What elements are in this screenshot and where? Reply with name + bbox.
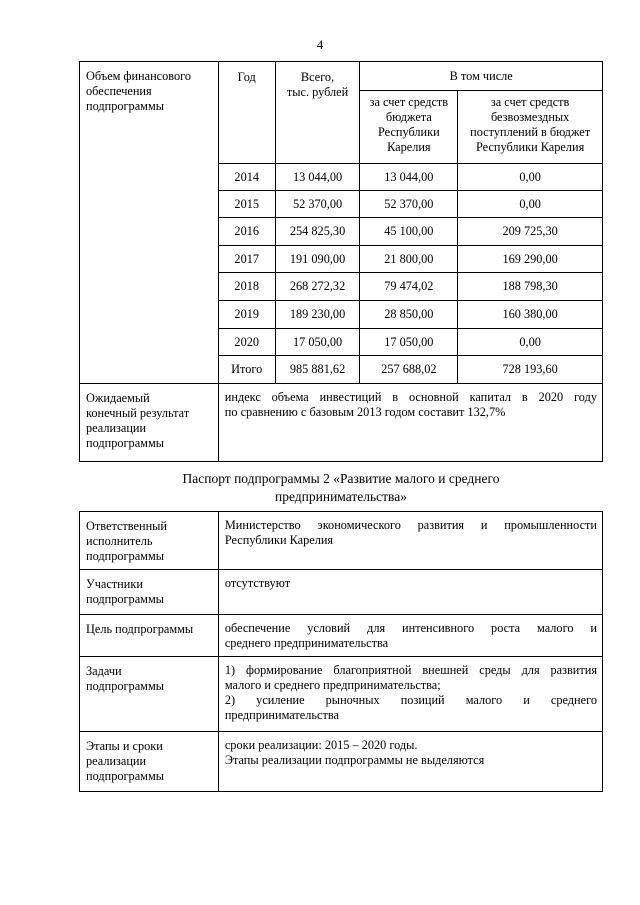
gratuitous-cell: 728 193,60 bbox=[458, 356, 603, 384]
year-cell: 2019 bbox=[218, 301, 275, 329]
budget-cell: 257 688,02 bbox=[360, 356, 458, 384]
gratuitous-cell: 0,00 bbox=[458, 329, 603, 356]
gratuitous-cell: 0,00 bbox=[458, 191, 603, 218]
page-number: 4 bbox=[316, 37, 324, 52]
year-cell: 2016 bbox=[218, 218, 275, 246]
gratuitous-cell: 188 798,30 bbox=[458, 273, 603, 301]
finance-row-label: Объем финансового обеспечения подпрограммы bbox=[80, 62, 219, 384]
total-cell: 17 050,00 bbox=[275, 329, 360, 356]
gratuitous-cell: 0,00 bbox=[458, 164, 603, 191]
passport-row-tasks bbox=[80, 657, 603, 732]
passport-label: Задачи подпрограммы bbox=[80, 657, 219, 732]
budget-cell: 28 850,00 bbox=[360, 301, 458, 329]
finance-table bbox=[79, 61, 603, 462]
year-cell: 2017 bbox=[218, 246, 275, 273]
passport-title: Паспорт подпрограммы 2 «Развитие малого и среднего предпринимательства» bbox=[182, 471, 500, 504]
year-cell: 2018 bbox=[218, 273, 275, 301]
total-cell: 191 090,00 bbox=[275, 246, 360, 273]
passport-row-participants bbox=[80, 570, 603, 615]
budget-cell: 13 044,00 bbox=[360, 164, 458, 191]
col-total-header: Всего, тыс. рублей bbox=[275, 62, 360, 164]
col-year-header: Год bbox=[218, 62, 275, 164]
gratuitous-cell: 160 380,00 bbox=[458, 301, 603, 329]
passport-label: Ответственный исполнитель подпрограммы bbox=[80, 512, 219, 570]
col-including-header: В том числе bbox=[360, 62, 603, 91]
passport-label: Участники подпрограммы bbox=[80, 570, 219, 615]
total-cell: 985 881,62 bbox=[275, 356, 360, 384]
passport-table bbox=[79, 511, 603, 792]
passport-text: сроки реализации: 2015 – 2020 годы. Этапы реализации подпрограммы не выделяются bbox=[218, 732, 602, 792]
passport-text: отсутствуют bbox=[218, 570, 602, 615]
passport-row-stages bbox=[80, 732, 603, 792]
passport-text: обеспечение условий для интенсивного роста малого и среднего предпринимательства bbox=[218, 615, 602, 657]
year-cell: Итого bbox=[218, 356, 275, 384]
passport-label: Цель подпрограммы bbox=[80, 615, 219, 657]
budget-cell: 21 800,00 bbox=[360, 246, 458, 273]
passport-label: Этапы и сроки реализации подпрограммы bbox=[80, 732, 219, 792]
budget-cell: 79 474,02 bbox=[360, 273, 458, 301]
passport-row-goal bbox=[80, 615, 603, 657]
budget-cell: 52 370,00 bbox=[360, 191, 458, 218]
passport-row-responsible bbox=[80, 512, 603, 570]
passport-text: 1) формирование благоприятной внешней среды для развития малого и среднего предпринимательства; 2) усиление рыночных позиций малого и среднего предпринимательства bbox=[218, 657, 602, 732]
total-cell: 254 825,30 bbox=[275, 218, 360, 246]
total-cell: 13 044,00 bbox=[275, 164, 360, 191]
gratuitous-cell: 169 290,00 bbox=[458, 246, 603, 273]
total-cell: 189 230,00 bbox=[275, 301, 360, 329]
budget-cell: 45 100,00 bbox=[360, 218, 458, 246]
year-cell: 2014 bbox=[218, 164, 275, 191]
year-cell: 2015 bbox=[218, 191, 275, 218]
total-cell: 268 272,32 bbox=[275, 273, 360, 301]
budget-cell: 17 050,00 bbox=[360, 329, 458, 356]
year-cell: 2020 bbox=[218, 329, 275, 356]
result-label: Ожидаемый конечный результат реализации подпрограммы bbox=[80, 384, 219, 462]
total-cell: 52 370,00 bbox=[275, 191, 360, 218]
col-budget-header: за счет средств бюджета Республики Карелия bbox=[360, 91, 458, 164]
result-text: индекс объема инвестиций в основной капитал в 2020 году по сравнению с базовым 2013 годом составит 132,7% bbox=[218, 384, 602, 462]
result-row bbox=[80, 384, 603, 462]
col-gratuitous-header: за счет средств безвозмездных поступлений в бюджет Республики Карелия bbox=[458, 91, 603, 164]
gratuitous-cell: 209 725,30 bbox=[458, 218, 603, 246]
passport-text: Министерство экономического развития и промышленности Республики Карелия bbox=[218, 512, 602, 570]
